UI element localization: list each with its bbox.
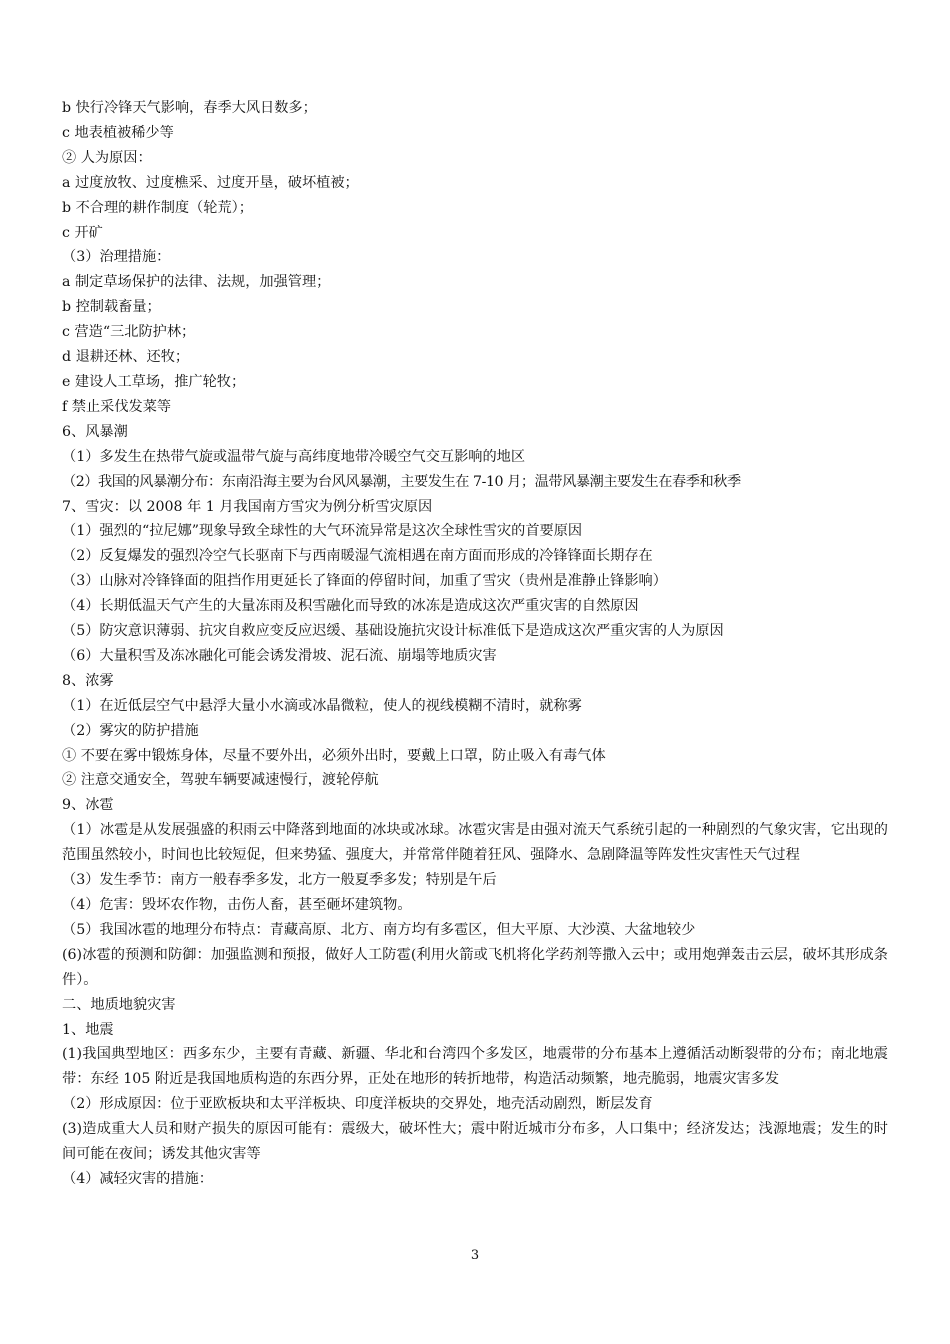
text-paragraph: (6)冰雹的预测和防御：加强监测和预报，做好人工防雹(利用火箭或飞机将化学药剂等撒入云中；或用炮弹轰击云层，破坏其形成条件）。 <box>62 946 888 988</box>
text-line: e 建设人工草场，推广轮牧； <box>62 373 246 390</box>
section-heading: 8、浓雾 <box>62 672 114 689</box>
text-line: （1）强烈的“拉尼娜”现象导致全球性的大气环流异常是这次全球性雪灾的首要原因 <box>62 523 583 540</box>
text-line: d 退耕还林、还牧； <box>62 349 190 366</box>
text-line: a 制定草场保护的法律、法规，加强管理； <box>62 274 331 291</box>
text-line: （2）雾灾的防护措施 <box>62 722 199 739</box>
document-body <box>62 96 888 1192</box>
section-heading: 6、风暴潮 <box>62 423 128 440</box>
text-line: （6）大量积雪及冻冰融化可能会诱发滑坡、泥石流、崩塌等地质灾害 <box>62 647 497 664</box>
section-heading: 1、地震 <box>62 1021 114 1038</box>
text-line: （4）长期低温天气产生的大量冻雨及积雪融化而导致的冰冻是造成这次严重灾害的自然原因 <box>62 598 639 615</box>
text-line: （1）多发生在热带气旋或温带气旋与高纬度地带冷暖空气交互影响的地区 <box>62 448 526 465</box>
text-line: （4）减轻灾害的措施： <box>62 1170 213 1187</box>
page-number: 3 <box>470 1248 480 1263</box>
text-paragraph: (1)我国典型地区：西多东少，主要有青藏、新疆、华北和台湾四个多发区，地震带的分布基本上遵循活动断裂带的分布；南北地震带：东经 105 附近是我国地质构造的东西分界，正处在地形的转折地带，构造活动频繁，地壳脆弱，地震灾害多发 <box>62 1046 888 1088</box>
text-line: （3）治理措施： <box>62 249 171 266</box>
section-heading: 7、雪灾：以 2008 年 1 月我国南方雪灾为例分析雪灾原因 <box>62 498 433 515</box>
text-line: （5）我国冰雹的地理分布特点：青藏高原、北方、南方均有多雹区，但大平原、大沙漠、大盆地较少 <box>62 921 696 938</box>
text-paragraph: （1）冰雹是从发展强盛的积雨云中降落到地面的冰块或冰球。冰雹灾害是由强对流天气系统引起的一种剧烈的气象灾害，它出现的范围虽然较小，时间也比较短促，但来势猛、强度大，并常常伴随着狂风、强降水、急剧降温等阵发性灾害性天气过程 <box>62 822 888 864</box>
text-line: （2）我国的风暴潮分布：东南沿海主要为台风风暴潮，主要发生在 7-10 月；温带风暴潮主要发生在春季和秋季 <box>62 473 741 490</box>
section-heading: 9、冰雹 <box>62 797 114 814</box>
text-line: （2）反复爆发的强烈冷空气长驱南下与西南暖湿气流相遇在南方面而形成的冷锋锋面长期存在 <box>62 548 653 565</box>
text-line: b 快行冷锋天气影响，春季大风日数多； <box>62 100 317 116</box>
text-line: ② 注意交通安全，驾驶车辆要减速慢行，渡轮停航 <box>62 772 379 789</box>
text-line: b 不合理的耕作制度（轮荒）； <box>62 199 253 216</box>
text-line: c 地表植被稀少等 <box>62 124 174 141</box>
text-line: （1）在近低层空气中悬浮大量小水滴或冰晶微粒，使人的视线模糊不清时，就称雾 <box>62 697 582 714</box>
text-line: ② 人为原因： <box>62 149 152 166</box>
text-line: （3）山脉对冷锋锋面的阻挡作用更延长了锋面的停留时间，加重了雪灾（贵州是准静止锋影响） <box>62 573 667 590</box>
chapter-heading: 二、地质地貌灾害 <box>62 996 176 1013</box>
text-line: b 控制载畜量； <box>62 299 161 316</box>
text-paragraph: (3)造成重大人员和财产损失的原因可能有：震级大，破坏性大；震中附近城市分布多，人口集中；经济发达；浅源地震；发生的时间可能在夜间；诱发其他灾害等 <box>62 1121 888 1163</box>
text-line: a 过度放牧、过度樵采、过度开垦，破坏植被； <box>62 174 359 191</box>
text-line: c 开矿 <box>62 224 103 241</box>
text-line: c 营造“三北防护林； <box>62 324 196 341</box>
text-line: f 禁止采伐发菜等 <box>62 398 172 415</box>
text-line: （2）形成原因：位于亚欧板块和太平洋板块、印度洋板块的交界处，地壳活动剧烈，断层发育 <box>62 1096 653 1113</box>
text-line: （5）防灾意识薄弱、抗灾自救应变反应迟缓、基础设施抗灾设计标准低下是造成这次严重灾害的人为原因 <box>62 623 724 640</box>
text-line: （4）危害：毁坏农作物，击伤人畜，甚至砸坏建筑物。 <box>62 897 412 913</box>
text-line: ① 不要在雾中锻炼身体，尽量不要外出，必须外出时，要戴上口罩，防止吸入有毒气体 <box>62 747 606 764</box>
text-line: （3）发生季节：南方一般春季多发，北方一般夏季多发；特别是午后 <box>62 872 497 889</box>
